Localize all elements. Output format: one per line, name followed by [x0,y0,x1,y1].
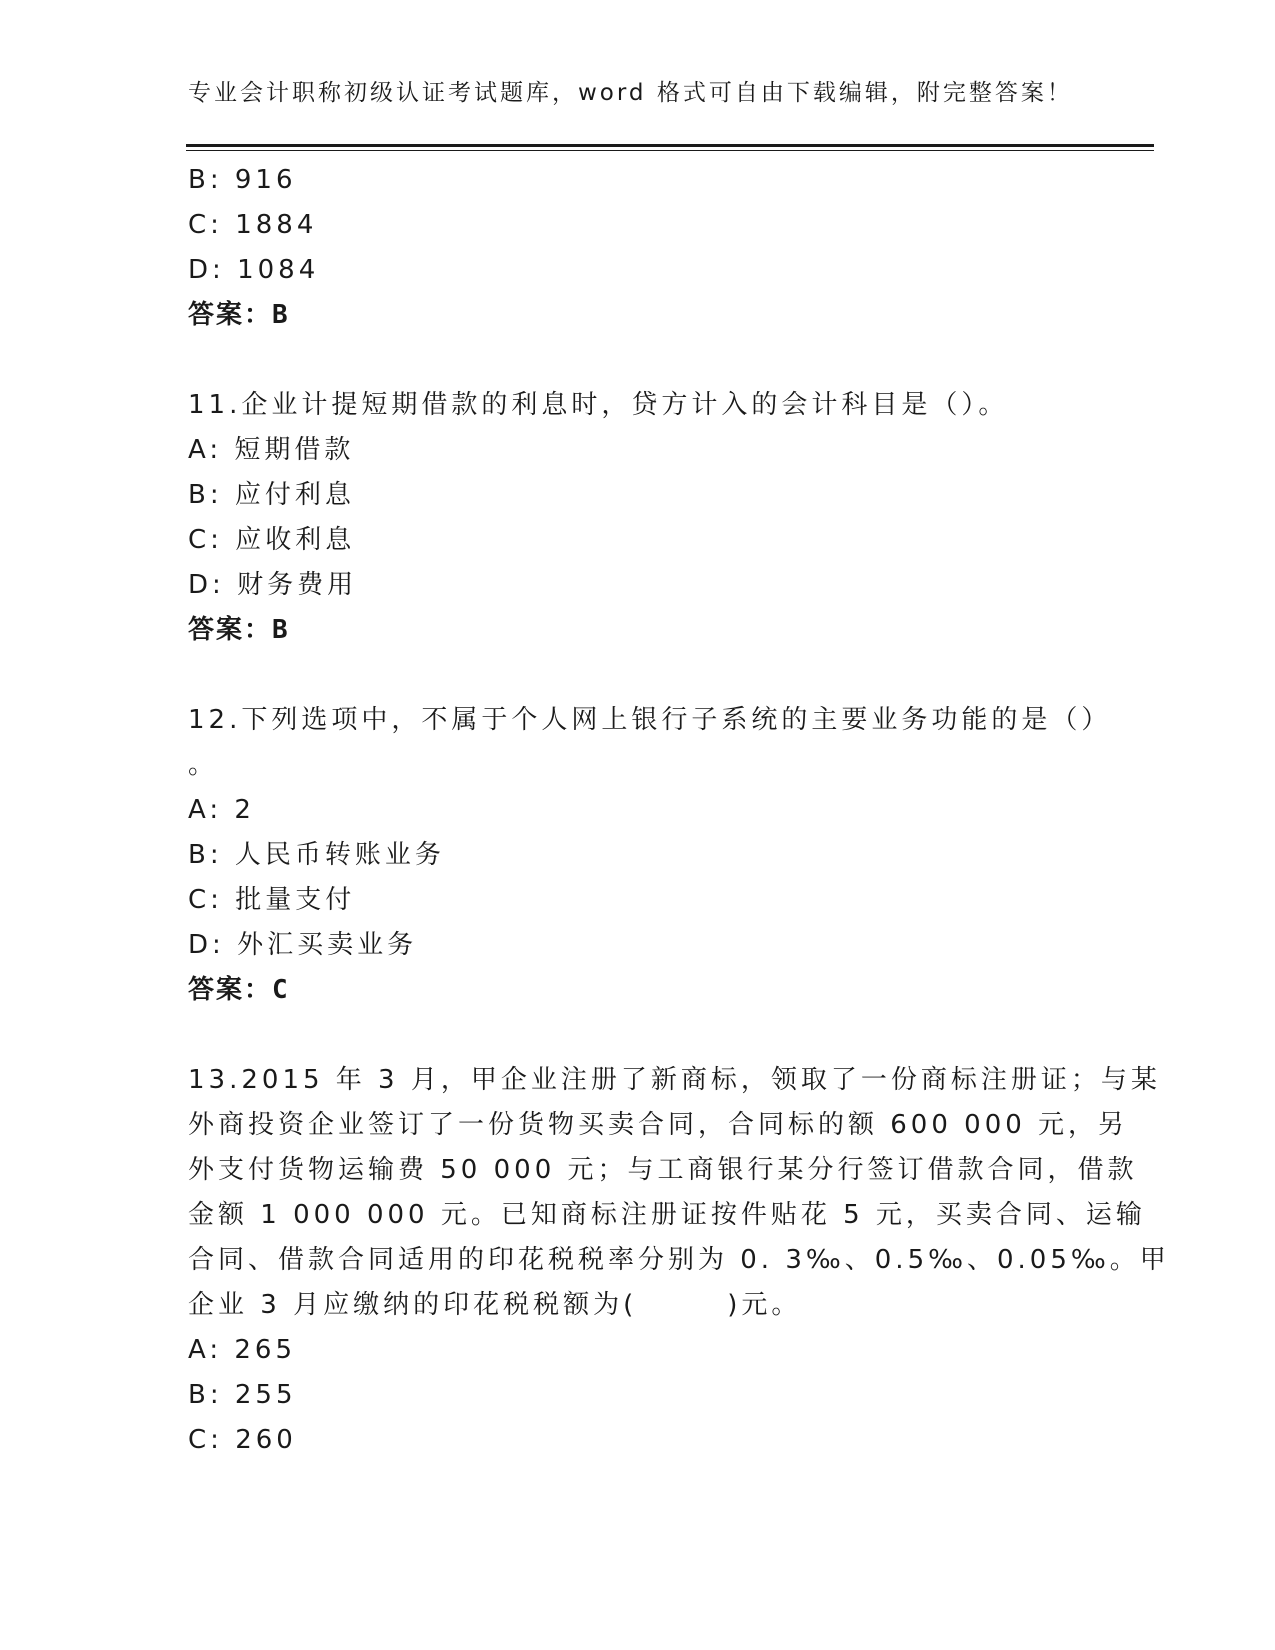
question-stem-continued: 合同、借款合同适用的印花税税率分别为 0. 3‰、0.5‰、0.05‰。甲 [188,1245,1170,1275]
option-line: A: 短期借款 [188,435,355,465]
option-line: D: 财务费用 [188,570,358,600]
option-line: C: 批量支付 [188,885,356,915]
question-stem-continued: 外商投资企业签订了一份货物买卖合同，合同标的额 600 000 元，另 [188,1110,1129,1140]
answer-line: 答案：B [188,615,290,645]
option-line: C: 1884 [188,210,318,240]
question-stem-continued: 金额 1 000 000 元。已知商标注册证按件贴花 5 元，买卖合同、运输 [188,1200,1146,1230]
option-line: B: 应付利息 [188,480,355,510]
answer-line: 答案：B [188,300,290,330]
question-stem: 12.下列选项中，不属于个人网上银行子系统的主要业务功能的是（） [188,705,1112,735]
option-line: B: 916 [188,165,297,195]
header-rule-thick [186,144,1154,147]
question-stem: 13.2015 年 3 月，甲企业注册了新商标，领取了一份商标注册证；与某 [188,1065,1161,1095]
option-line: C: 260 [188,1425,297,1455]
question-stem-continued: 。 [188,750,219,780]
header-rule-thin [186,150,1154,151]
option-line: A: 2 [188,795,255,825]
option-line: C: 应收利息 [188,525,356,555]
option-line: D: 1084 [188,255,320,285]
question-content [188,158,1170,1463]
option-line: B: 255 [188,1380,297,1410]
option-line: D: 外汇买卖业务 [188,930,418,960]
answer-line: 答案：C [188,975,290,1005]
question-stem-continued: 企业 3 月应缴纳的印花税税额为( )元。 [188,1290,802,1320]
question-stem-continued: 外支付货物运输费 50 000 元；与工商银行某分行签订借款合同，借款 [188,1155,1138,1185]
page-header: 专业会计职称初级认证考试题库，word 格式可自由下载编辑，附完整答案！ [188,80,1073,106]
question-stem: 11.企业计提短期借款的利息时，贷方计入的会计科目是（）。 [188,390,1009,420]
option-line: A: 265 [188,1335,297,1365]
option-line: B: 人民币转账业务 [188,840,445,870]
